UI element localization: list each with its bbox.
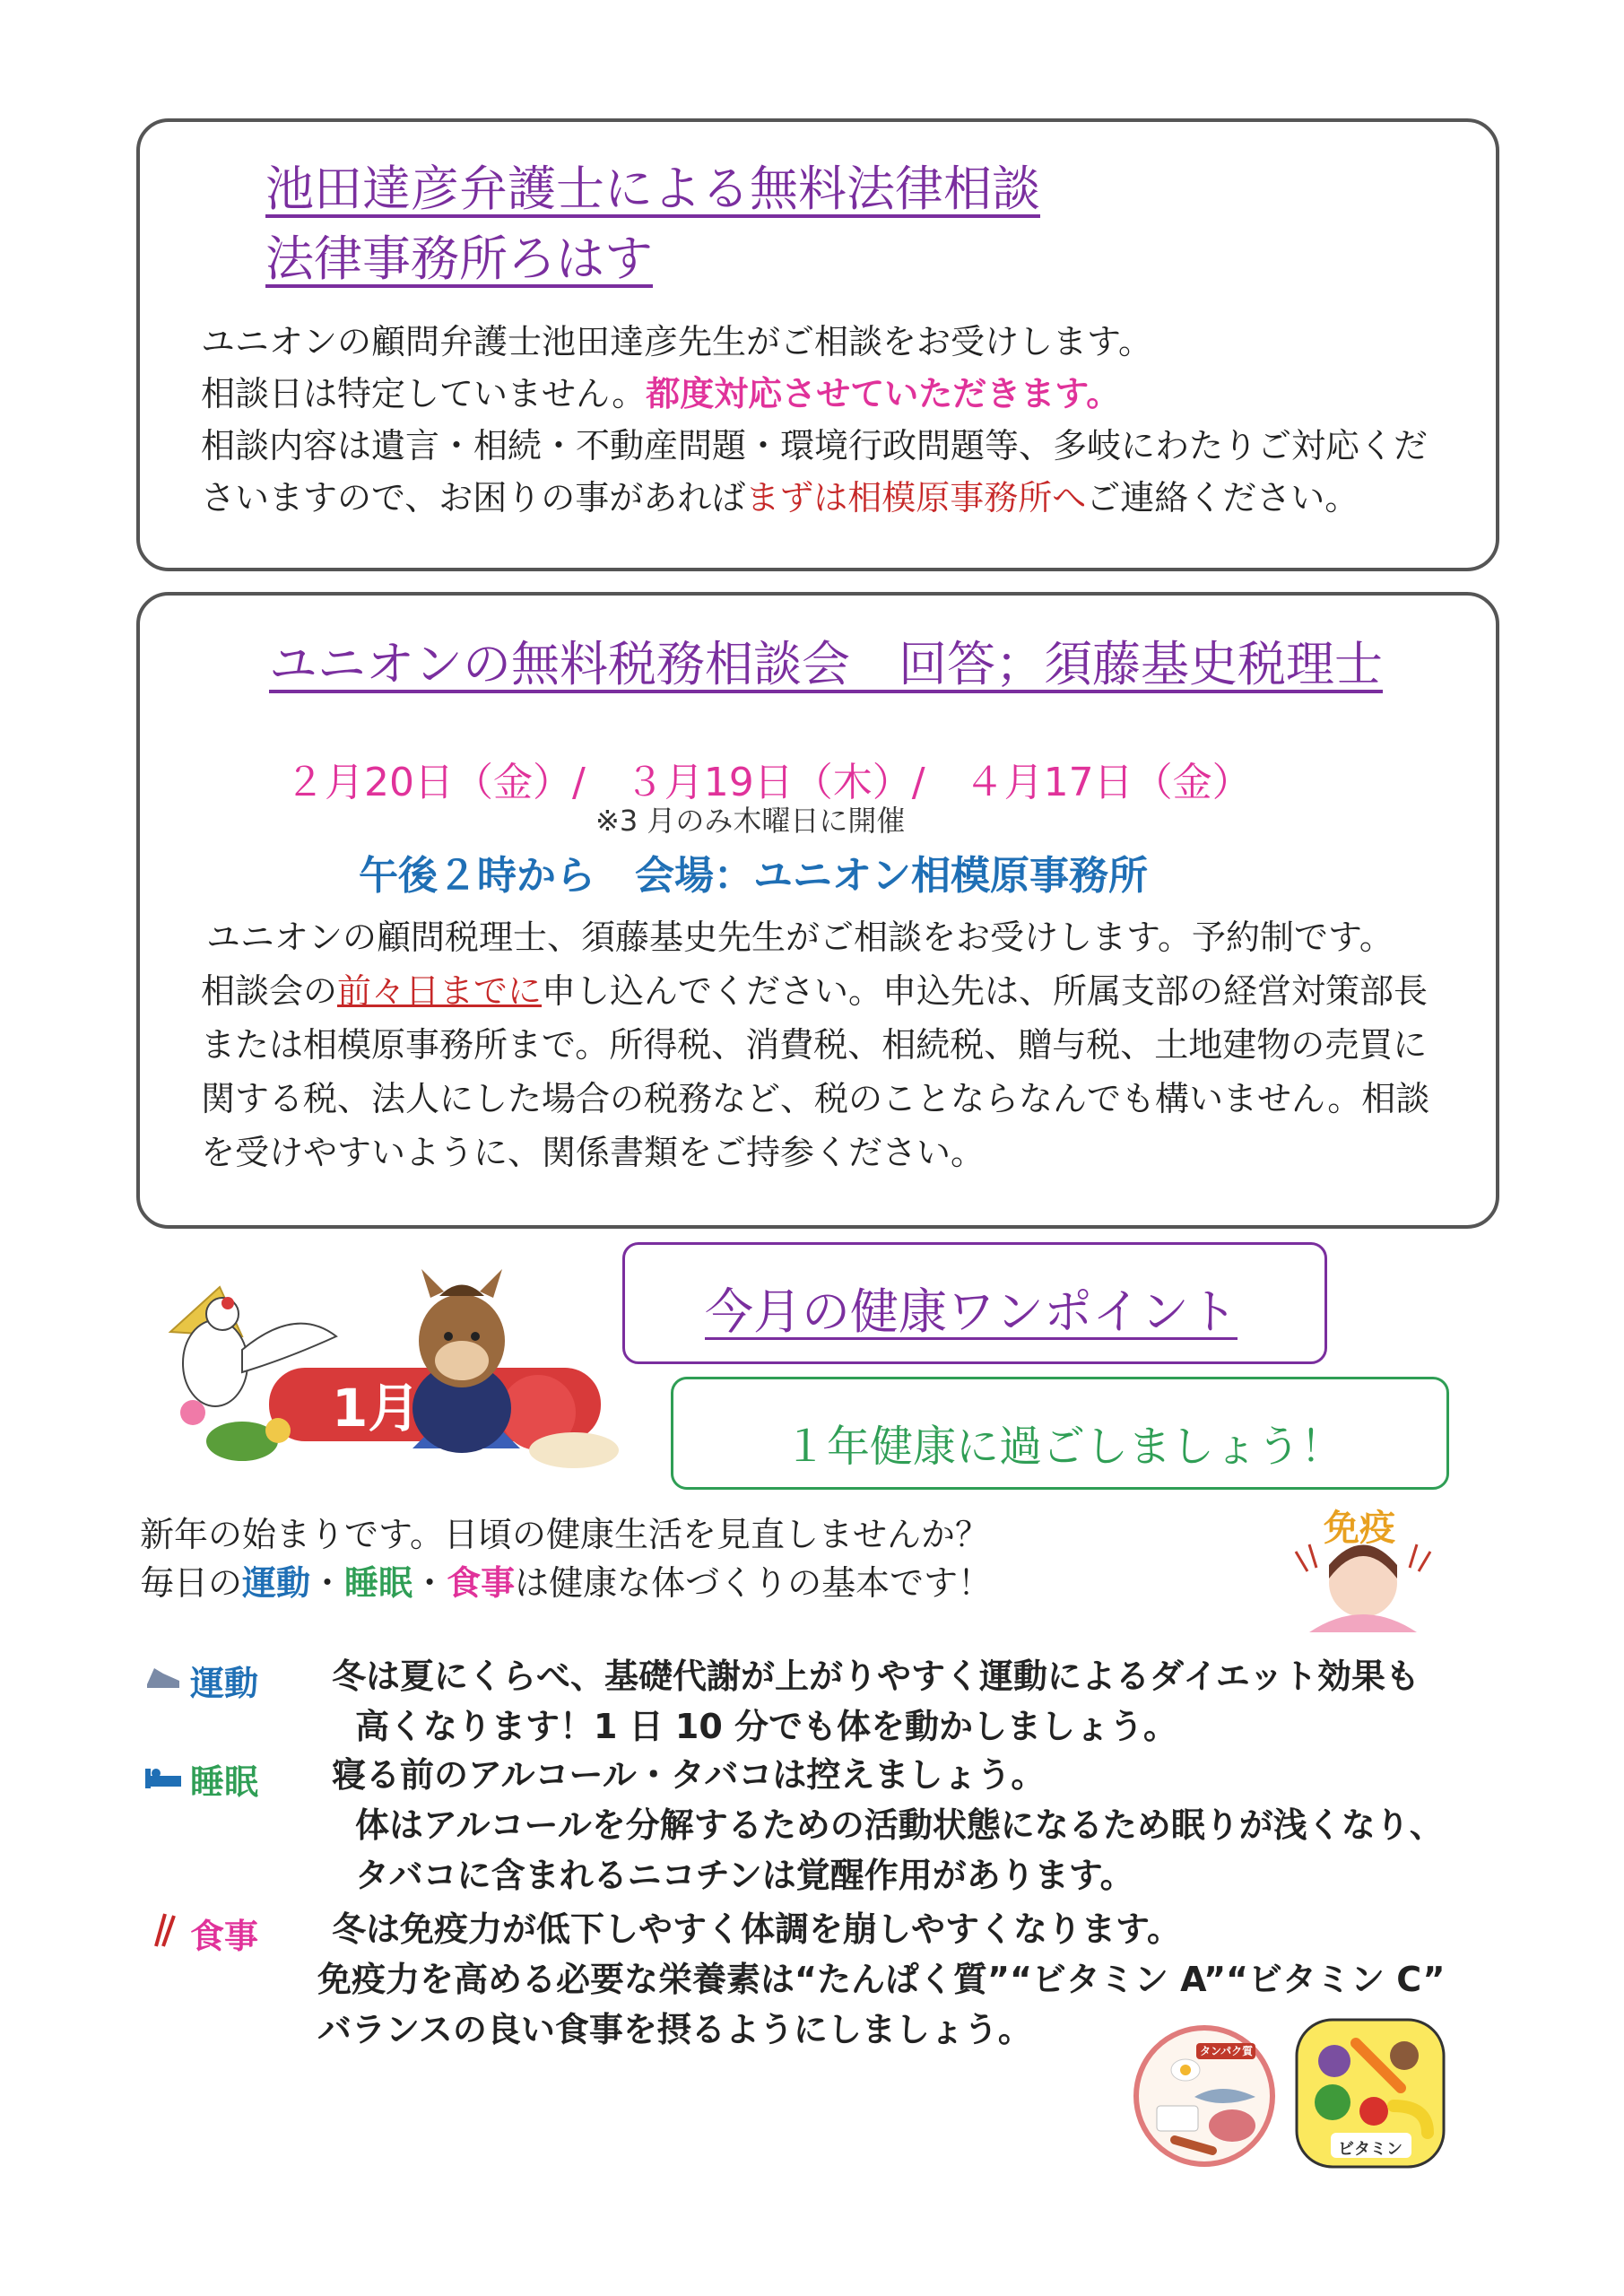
food-text-line3: バランスの良い食事を摂るようにしましょう。 — [317, 2010, 1032, 2049]
immunity-label: 免疫 — [1324, 1508, 1395, 1549]
tax-dates: ２月20日（金）/ ３月19日（木）/ ４月17日（金） — [285, 760, 1252, 805]
tax-text-line5: を受けやすいように、関係書類をご持参ください。 — [201, 1133, 986, 1172]
intro-sleep: 睡眠 — [344, 1563, 413, 1603]
health-heading: 今月の健康ワンポイント — [705, 1283, 1238, 1340]
sleep-text-line1: 寝る前のアルコール・タバコは控えましょう。 — [332, 1755, 1046, 1795]
legal-text-line3: 相談内容は遺言・相続・不動産問題・環境行政問題等、多岐にわたりご対応くだ — [201, 426, 1429, 465]
legal-text-line2-highlight: 都度対応させていただきます。 — [646, 374, 1121, 413]
sleep-text-line2: 体はアルコールを分解するための活動状態になるため眠りが浅くなり、 — [355, 1805, 1444, 1845]
tax-text-line2 — [201, 965, 1428, 1017]
vitamin-illustration — [1293, 2016, 1447, 2170]
exercise-text-line1: 冬は夏にくらべ、基礎代謝が上がりやすく運動によるダイエット効果も — [332, 1657, 1420, 1696]
legal-text-line2-plain: 相談日は特定していません。 — [201, 374, 647, 413]
tax-time-venue: 午後２時から 会場：ユニオン相模原事務所 — [359, 853, 1148, 899]
legal-text-line4-plain: さいますので、お困りの事があれば — [201, 478, 746, 517]
health-subheading: １年健康に過ごしましょう！ — [784, 1422, 1344, 1472]
tax-deadline-highlight: 前々日までに — [337, 971, 543, 1011]
tax-date-note: ※3 月のみ木曜日に開催 — [595, 804, 906, 838]
legal-text-line4-end: ご連絡ください。 — [1086, 478, 1359, 517]
intro-exercise: 運動 — [242, 1563, 311, 1603]
intro-food: 食事 — [447, 1563, 516, 1603]
health-intro-line2 — [140, 1557, 992, 1609]
tax-title: ユニオンの無料税務相談会 回答；須藤基史税理士 — [269, 636, 1383, 692]
intro-part-g: は健康な体づくりの基本です！ — [515, 1563, 993, 1603]
chopsticks-icon — [149, 1912, 181, 1952]
tax-text-line4: 関する税、法人にした場合の税務など、税のことならなんでも構いません。相談 — [201, 1079, 1430, 1118]
legal-title-line2: 法律事務所ろはす — [265, 230, 653, 287]
tax-text-line2-start: 相談会の — [201, 971, 338, 1011]
intro-dot1: ・ — [310, 1563, 345, 1603]
new-year-illustration — [143, 1251, 628, 1475]
sleep-text-line3: タバコに含まれるニコチンは覚醒作用があります。 — [355, 1856, 1134, 1895]
exercise-text-line2: 高くなります！1 日 10 分でも体を動かしましょう。 — [355, 1707, 1178, 1746]
sleep-label: 睡眠 — [190, 1762, 259, 1802]
exercise-label: 運動 — [190, 1664, 259, 1703]
bed-icon — [143, 1763, 183, 1796]
month-badge: 1月 — [332, 1378, 421, 1439]
intro-part-a: 毎日の — [140, 1563, 243, 1603]
health-intro-line1: 新年の始まりです。日頃の健康生活を見直しませんか？ — [140, 1515, 989, 1554]
tax-text-line1: ユニオンの顧問税理士、須藤基史先生がご相談をお受けします。予約制です。 — [206, 918, 1394, 957]
legal-title-line1: 池田達彦弁護士による無料法律相談 — [265, 161, 1040, 217]
immunity-illustration — [1291, 1498, 1435, 1632]
legal-text-line4 — [201, 472, 1359, 524]
food-text-line1: 冬は免疫力が低下しやすく体調を崩しやすくなります。 — [332, 1909, 1181, 1949]
protein-illustration — [1132, 2023, 1277, 2169]
intro-dot2: ・ — [413, 1563, 447, 1603]
legal-text-line1: ユニオンの顧問弁護士池田達彦先生がご相談をお受けします。 — [201, 322, 1152, 361]
food-text-line2: 免疫力を高める必要な栄養素は“たんぱく質”“ビタミン A”“ビタミン C” — [317, 1960, 1446, 1999]
food-label: 食事 — [190, 1917, 259, 1956]
protein-tag: タンパク質 — [1200, 2045, 1254, 2057]
legal-text-line4-highlight: まずは相模原事務所へ — [745, 478, 1087, 517]
tax-text-line2-end: 申し込んでください。申込先は、所属支部の経営対策部長 — [542, 971, 1429, 1011]
tax-text-line3: または相模原事務所まで。所得税、消費税、相続税、贈与税、土地建物の売買に — [201, 1025, 1428, 1065]
vitamin-tag: ビタミン — [1338, 2140, 1403, 2159]
new-year-illustration-svg — [143, 1251, 628, 1475]
legal-text-line2 — [201, 368, 1120, 420]
shoe-icon — [143, 1661, 183, 1697]
